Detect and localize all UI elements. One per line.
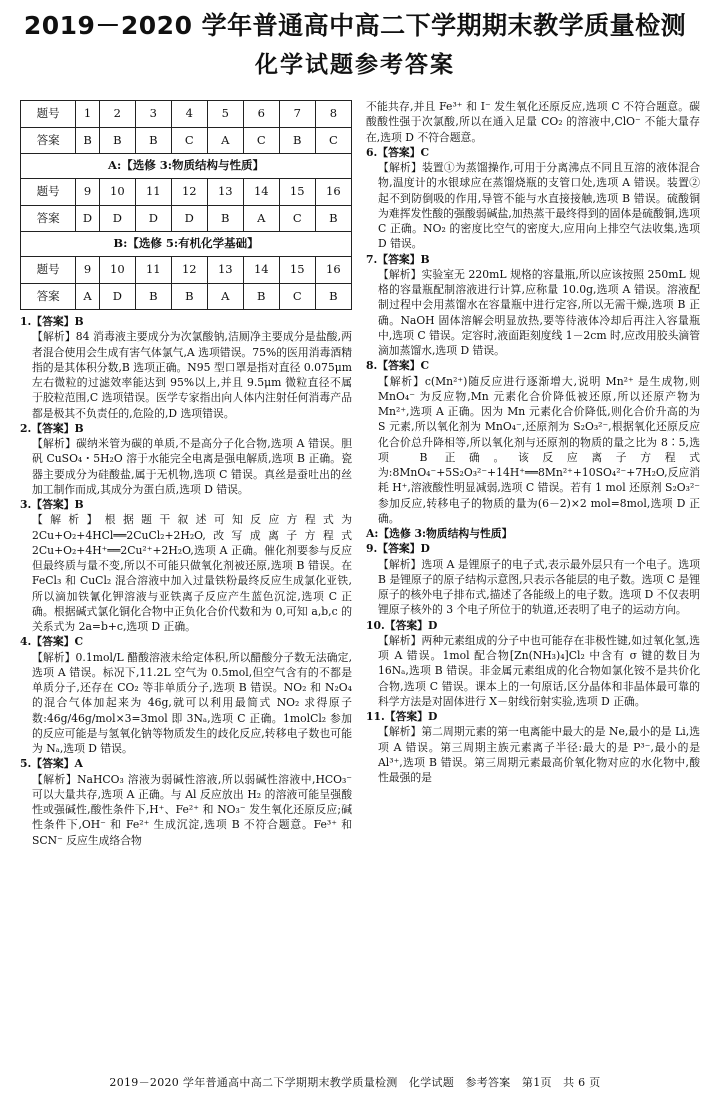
answer-heading: 10.【答案】D: [366, 618, 438, 632]
left-column: [20, 100, 352, 848]
table-cell: C: [279, 283, 315, 310]
table-cell: 11: [135, 179, 171, 206]
table-cell: 8: [315, 101, 351, 128]
explanation-paragraph: 【解析】选项 A 是锂原子的电子式,表示最外层只有一个电子。选项 B 是锂原子的原子结构示意图,只表示各能层的电子数。选项 C 是锂原子的核外电子排布式,描述了各能级上的电子数。选项 D 不仅表明锂原子核外的 3 个电子所位于的轨道,还表明了电子的运动方向。: [378, 557, 700, 617]
table-cell: D: [76, 205, 100, 232]
table-cell: 5: [207, 101, 243, 128]
table-cell: 15: [279, 179, 315, 206]
table-cell: 14: [243, 257, 279, 284]
table-cell: 题号: [21, 257, 76, 284]
table-cell: 3: [135, 101, 171, 128]
table-cell: 16: [315, 179, 351, 206]
table-cell: 14: [243, 179, 279, 206]
table-cell: 题号: [21, 101, 76, 128]
answer-heading: 6.【答案】C: [366, 145, 430, 159]
table-cell: 10: [99, 257, 135, 284]
table-cell: B: [99, 127, 135, 154]
table-cell: 答案: [21, 127, 76, 154]
explanation-paragraph: 【解析】84 消毒液主要成分为次氯酸钠,洁厕净主要成分是盐酸,两者混合使用会生成有害气体氯气,A 选项错误。75%的医用消毒酒精指的是其体积分数,B 选项正确。N95 型口罩是指对直径 0.075μm 左右微粒的过滤效率能达到 95%以上,并且 9.5μm 微粒直径不属于胶粒范围,C 选项错误。医学专家指出向人体内注射任何消毒产品都是极其不负责任的,危险的,D 选项错误。: [32, 330, 352, 420]
page-footer: 2019－2020 学年普通高中高二下学期期末教学质量检测 化学试题 参考答案 第1页 共 6 页: [109, 1076, 601, 1089]
table-cell: B: [315, 205, 351, 232]
table-cell: D: [99, 283, 135, 310]
table-cell: 4: [171, 101, 207, 128]
table-cell: D: [99, 205, 135, 232]
document-title: 2019－2020 学年普通高中高二下学期期末教学质量检测: [23, 11, 687, 40]
answer-heading: 8.【答案】C: [366, 359, 430, 373]
table-cell: 11: [135, 257, 171, 284]
table-cell: 12: [171, 179, 207, 206]
table-cell: 15: [279, 257, 315, 284]
table-row: [21, 127, 352, 154]
table-cell: B: [76, 127, 100, 154]
table-section-title: A:【选修 3:物质结构与性质】: [21, 154, 352, 179]
explanation-paragraph: 【解析】两种元素组成的分子中也可能存在非极性键,如过氧化氢,选项 A 错误。1mol 配合物[Zn(NH₃)₄]Cl₂ 中含有 σ 键的数目为 16Nₐ,选项 B 错误。非金属元素组成的化合物如氯化铵不是共价化合物,选项 C 错误。课本上的一句原话,区分晶体和非晶体最可靠的科学方法是对固体进行 X－射线衍射实验,选项 D 正确。: [378, 633, 700, 708]
answer-heading: 4.【答案】C: [20, 635, 84, 649]
answer-heading: 11.【答案】D: [366, 710, 438, 723]
table-cell: C: [171, 127, 207, 154]
table-cell: A: [207, 283, 243, 310]
answer-heading: 3.【答案】B: [20, 498, 84, 511]
explanation-paragraph: 【解析】装置①为蒸馏操作,可用于分离沸点不同且互溶的液体混合物,温度计的水银球应在蒸馏烧瓶的支管口处,选项 A 错误。装置②起不到防倒吸的作用,导管不能与水直接接触,选项 B 错误。硫酸铜为难挥发性酸的强酸弱碱盐,加热蒸干最终得到的固体是硫酸铜,选项 C 正确。NO₂ 的密度比空气的密度大,应用向上排空气法收集,选项 D 错误。: [378, 161, 700, 251]
table-row: [21, 205, 352, 232]
table-row: [21, 179, 352, 206]
left-column-text: [20, 314, 352, 848]
table-cell: B: [135, 283, 171, 310]
table-cell: 答案: [21, 283, 76, 310]
table-cell: 7: [279, 101, 315, 128]
table-cell: 6: [243, 101, 279, 128]
explanation-paragraph: 不能共存,并且 Fe³⁺ 和 I⁻ 发生氧化还原反应,选项 C 不符合题意。碳酸酸性强于次氯酸,所以在通入足量 CO₂ 的溶液中,ClO⁻ 不能大量存在,选项 D 不符合题意。: [366, 100, 700, 144]
table-cell: 10: [99, 179, 135, 206]
answer-heading: 1.【答案】B: [20, 315, 84, 328]
section-heading: A:【选修 3:物质结构与性质】: [366, 527, 513, 540]
table-cell: B: [243, 283, 279, 310]
table-cell: 9: [76, 257, 100, 284]
table-row: [21, 283, 352, 310]
table-cell: 16: [315, 257, 351, 284]
table-cell: 12: [171, 257, 207, 284]
answer-heading: 7.【答案】B: [366, 252, 430, 266]
table-cell: C: [315, 127, 351, 154]
table-row: [21, 101, 352, 128]
explanation-paragraph: 【解析】根据题干叙述可知反应方程式为 2Cu+O₂+4HCl══2CuCl₂+2H₂O,改写成离子方程式 2Cu+O₂+4H⁺══2Cu²⁺+2H₂O,选项 A 正确。催化剂要参与反应但最终质与量不变,所以不可能只做氧化剂被还原,选项 B 错误。在 FeCl₃ 和 CuCl₂ 混合溶液中加入过量铁粉最终反应生成氯化亚铁,所以滴加铁氰化钾溶液与亚铁离子反应产生蓝色沉淀,选项 C 正确。根据碱式氯化铜化合物中正负化合价代数和为 0,可知 a,b,c 的关系式为 2a=b+c,选项 D 正确。: [32, 513, 352, 633]
explanation-paragraph: 【解析】碳纳米管为碳的单质,不是高分子化合物,选项 A 错误。胆矾 CuSO₄・5H₂O 溶于水能完全电离是强电解质,选项 B 正确。瓷器主要成分为硅酸盐,属于无机物,选项 C 错误。真丝是蚕吐出的丝加工制作而成,其成分为蛋白质,选项 D 错误。: [32, 437, 352, 496]
table-cell: 9: [76, 179, 100, 206]
table-cell: D: [171, 205, 207, 232]
table-cell: A: [243, 205, 279, 232]
table-cell: B: [207, 205, 243, 232]
right-column-text: [366, 99, 700, 785]
table-row: [21, 257, 352, 284]
table-cell: A: [76, 283, 100, 310]
table-cell: B: [279, 127, 315, 154]
explanation-paragraph: 【解析】0.1mol/L 醋酸溶液未给定体积,所以醋酸分子数无法确定,选项 A 错误。标况下,11.2L 空气为 0.5mol,但空气含有的不都是单质分子,还存在 CO₂ 等非单质分子,选项 B 错误。NO₂ 和 N₂O₄ 的混合气体加起来为 46g,就可以利用最简式 NO₂ 求得原子数:46g/46g/mol×3=3mol 即 3Nₐ,选项 C 正确。1molCl₂ 参加的反应可能是与氢氧化钠等物质发生的歧化反应,转移电子数也可能为 Nₐ,选项 D 错误。: [32, 650, 352, 755]
table-cell: 13: [207, 179, 243, 206]
table-cell: 1: [76, 101, 100, 128]
table-cell: C: [279, 205, 315, 232]
explanation-paragraph: 【解析】第二周期元素的第一电离能中最大的是 Ne,最小的是 Li,选项 A 错误。第三周期主族元素离子半径:最大的是 P³⁻,最小的是 Al³⁺,选项 B 错误。第三周期元素最高价氧化物对应的水化物中,酸性最强的是: [378, 725, 700, 784]
right-column: [366, 99, 700, 785]
table-cell: 答案: [21, 205, 76, 232]
table-cell: B: [315, 283, 351, 310]
table-cell: 2: [99, 101, 135, 128]
table-cell: A: [207, 127, 243, 154]
document-subtitle: 化学试题参考答案: [255, 52, 455, 78]
answer-heading: 9.【答案】D: [366, 542, 430, 556]
explanation-paragraph: 【解析】实验室无 220mL 规格的容量瓶,所以应该按照 250mL 规格的容量瓶配制溶液进行计算,应称量 10.0g,选项 A 错误。溶液配制过程中会用蒸馏水在容量瓶中进行定容,所以无需干燥,选项 B 正确。NaOH 固体溶解会明显放热,要等待液体冷却后再注入容量瓶中,选项 C 错误。定容时,液面距刻度线 1－2cm 时,应改用胶头滴管滴加蒸馏水,选项 D 错误。: [378, 267, 700, 357]
answer-heading: 5.【答案】A: [20, 757, 83, 771]
explanation-paragraph: 【解析】NaHCO₃ 溶液为弱碱性溶液,所以弱碱性溶液中,HCO₃⁻ 可以大量共存,选项 A 正确。与 Al 反应放出 H₂ 的溶液可能呈强酸性或强碱性,酸性条件下,H⁺、Fe²⁺ 和 NO₃⁻ 发生氧化还原反应;碱性条件下,OH⁻ 和 Fe²⁺ 生成沉淀,选项 B 不符合题意。Fe³⁺ 和 SCN⁻ 反应生成络合物: [32, 772, 352, 847]
answer-heading: 2.【答案】B: [20, 421, 84, 435]
table-section-row: [21, 154, 352, 179]
table-cell: D: [135, 205, 171, 232]
explanation-paragraph: 【解析】c(Mn²⁺)随反应进行逐渐增大,说明 Mn²⁺ 是生成物,则 MnO₄⁻ 为反应物,Mn 元素化合价降低被还原,所以还原产物为 Mn²⁺,选项 A 正确。因为 Mn 元素化合价降低,则化合价升高的为 S 元素,所以氧化剂为 MnO₄⁻,还原剂为 S₂O₃²⁻,根据氧化还原反应化合价总升降相等,所以氧化剂与还原剂的物质的量之比为 8∶5,选项 B 正确。该反应离子方程式为:8MnO₄⁻+5S₂O₃²⁻+14H⁺══8Mn²⁺+10SO₄²⁻+7H₂O,反应消耗 H⁺,溶液酸性明显减弱,选项 C 错误。若有 1 mol 还原剂 S₂O₃²⁻ 参加反应,转移电子的物质的量为(6－2)×2 mol=8mol,选项 D 正确。: [378, 374, 700, 525]
answer-table: [20, 100, 352, 310]
table-cell: B: [171, 283, 207, 310]
table-cell: C: [243, 127, 279, 154]
table-cell: 题号: [21, 179, 76, 206]
table-section-row: [21, 232, 352, 257]
table-cell: B: [135, 127, 171, 154]
table-section-title: B:【选修 5:有机化学基础】: [21, 232, 352, 257]
table-cell: 13: [207, 257, 243, 284]
